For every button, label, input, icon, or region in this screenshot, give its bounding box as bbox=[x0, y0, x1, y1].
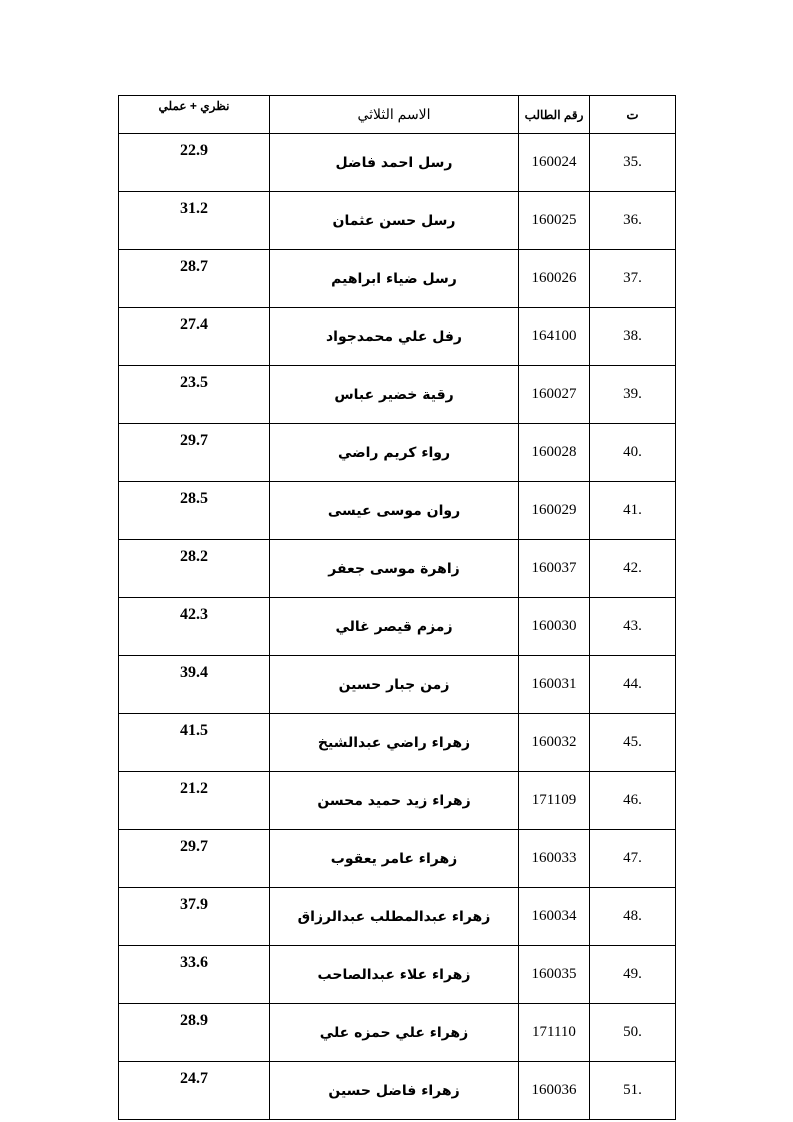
student-id-cell: 160032 bbox=[519, 714, 590, 772]
table-header-row bbox=[119, 96, 676, 134]
total-cell: 28.5 bbox=[119, 482, 270, 540]
total-cell: 28.2 bbox=[119, 540, 270, 598]
name-cell: زاهرة موسى جعفر bbox=[270, 540, 519, 598]
student-id-cell: 160024 bbox=[519, 134, 590, 192]
seq-cell: 44. bbox=[590, 656, 676, 714]
name-cell: رواء كريم راضي bbox=[270, 424, 519, 482]
name-cell: زهراء علي حمزه علي bbox=[270, 1004, 519, 1062]
name-cell: زهراء عامر يعقوب bbox=[270, 830, 519, 888]
name-cell: زمزم قيصر غالي bbox=[270, 598, 519, 656]
total-cell: 37.9 bbox=[119, 888, 270, 946]
name-cell: زهراء علاء عبدالصاحب bbox=[270, 946, 519, 1004]
name-cell: زهراء راضي عبدالشيخ bbox=[270, 714, 519, 772]
student-id-cell: 164100 bbox=[519, 308, 590, 366]
seq-cell: 50. bbox=[590, 1004, 676, 1062]
student-id-cell: 160034 bbox=[519, 888, 590, 946]
student-id-cell: 160035 bbox=[519, 946, 590, 1004]
seq-cell: 36. bbox=[590, 192, 676, 250]
seq-cell: 48. bbox=[590, 888, 676, 946]
total-cell: 33.6 bbox=[119, 946, 270, 1004]
name-cell: رسل احمد فاضل bbox=[270, 134, 519, 192]
seq-cell: 37. bbox=[590, 250, 676, 308]
table-row bbox=[119, 424, 676, 482]
name-cell: رسل حسن عثمان bbox=[270, 192, 519, 250]
table-row bbox=[119, 540, 676, 598]
name-cell: رسل ضياء ابراهيم bbox=[270, 250, 519, 308]
name-cell: زهراء زيد حميد محسن bbox=[270, 772, 519, 830]
header-seq: ت bbox=[590, 96, 676, 134]
table-row bbox=[119, 1062, 676, 1120]
table-row bbox=[119, 482, 676, 540]
student-id-cell: 160033 bbox=[519, 830, 590, 888]
total-cell: 21.2 bbox=[119, 772, 270, 830]
name-cell: رقية خضير عباس bbox=[270, 366, 519, 424]
table-row bbox=[119, 772, 676, 830]
total-cell: 39.4 bbox=[119, 656, 270, 714]
total-cell: 27.4 bbox=[119, 308, 270, 366]
total-cell: 28.7 bbox=[119, 250, 270, 308]
student-id-cell: 160037 bbox=[519, 540, 590, 598]
table-row bbox=[119, 598, 676, 656]
student-id-cell: 160030 bbox=[519, 598, 590, 656]
student-id-cell: 160026 bbox=[519, 250, 590, 308]
grades-table bbox=[118, 95, 676, 1120]
seq-cell: 49. bbox=[590, 946, 676, 1004]
table-row bbox=[119, 946, 676, 1004]
seq-cell: 40. bbox=[590, 424, 676, 482]
seq-cell: 38. bbox=[590, 308, 676, 366]
student-id-cell: 160031 bbox=[519, 656, 590, 714]
table-row bbox=[119, 250, 676, 308]
student-id-cell: 160027 bbox=[519, 366, 590, 424]
name-cell: زهراء عبدالمطلب عبدالرزاق bbox=[270, 888, 519, 946]
name-cell: زهراء فاضل حسين bbox=[270, 1062, 519, 1120]
name-cell: روان موسى عيسى bbox=[270, 482, 519, 540]
total-cell: 31.2 bbox=[119, 192, 270, 250]
name-cell: رفل علي محمدجواد bbox=[270, 308, 519, 366]
total-cell: 23.5 bbox=[119, 366, 270, 424]
table-row bbox=[119, 888, 676, 946]
total-cell: 42.3 bbox=[119, 598, 270, 656]
header-student-id: رقم الطالب bbox=[519, 96, 590, 134]
student-id-cell: 171110 bbox=[519, 1004, 590, 1062]
student-id-cell: 160025 bbox=[519, 192, 590, 250]
seq-cell: 42. bbox=[590, 540, 676, 598]
total-cell: 29.7 bbox=[119, 830, 270, 888]
total-cell: 41.5 bbox=[119, 714, 270, 772]
table-row bbox=[119, 134, 676, 192]
table-row bbox=[119, 656, 676, 714]
seq-cell: 46. bbox=[590, 772, 676, 830]
table-row bbox=[119, 830, 676, 888]
seq-cell: 51. bbox=[590, 1062, 676, 1120]
table-row bbox=[119, 1004, 676, 1062]
table-row bbox=[119, 192, 676, 250]
student-id-cell: 160036 bbox=[519, 1062, 590, 1120]
total-cell: 22.9 bbox=[119, 134, 270, 192]
name-cell: زمن جبار حسين bbox=[270, 656, 519, 714]
total-cell: 28.9 bbox=[119, 1004, 270, 1062]
seq-cell: 35. bbox=[590, 134, 676, 192]
seq-cell: 41. bbox=[590, 482, 676, 540]
student-id-cell: 160029 bbox=[519, 482, 590, 540]
table-row bbox=[119, 714, 676, 772]
total-cell: 29.7 bbox=[119, 424, 270, 482]
table-row bbox=[119, 308, 676, 366]
student-id-cell: 171109 bbox=[519, 772, 590, 830]
total-cell: 24.7 bbox=[119, 1062, 270, 1120]
seq-cell: 45. bbox=[590, 714, 676, 772]
student-id-cell: 160028 bbox=[519, 424, 590, 482]
header-name: الاسم الثلاثي bbox=[270, 96, 519, 134]
seq-cell: 43. bbox=[590, 598, 676, 656]
seq-cell: 47. bbox=[590, 830, 676, 888]
table-row bbox=[119, 366, 676, 424]
header-total: نظري + عملي bbox=[119, 96, 270, 134]
seq-cell: 39. bbox=[590, 366, 676, 424]
